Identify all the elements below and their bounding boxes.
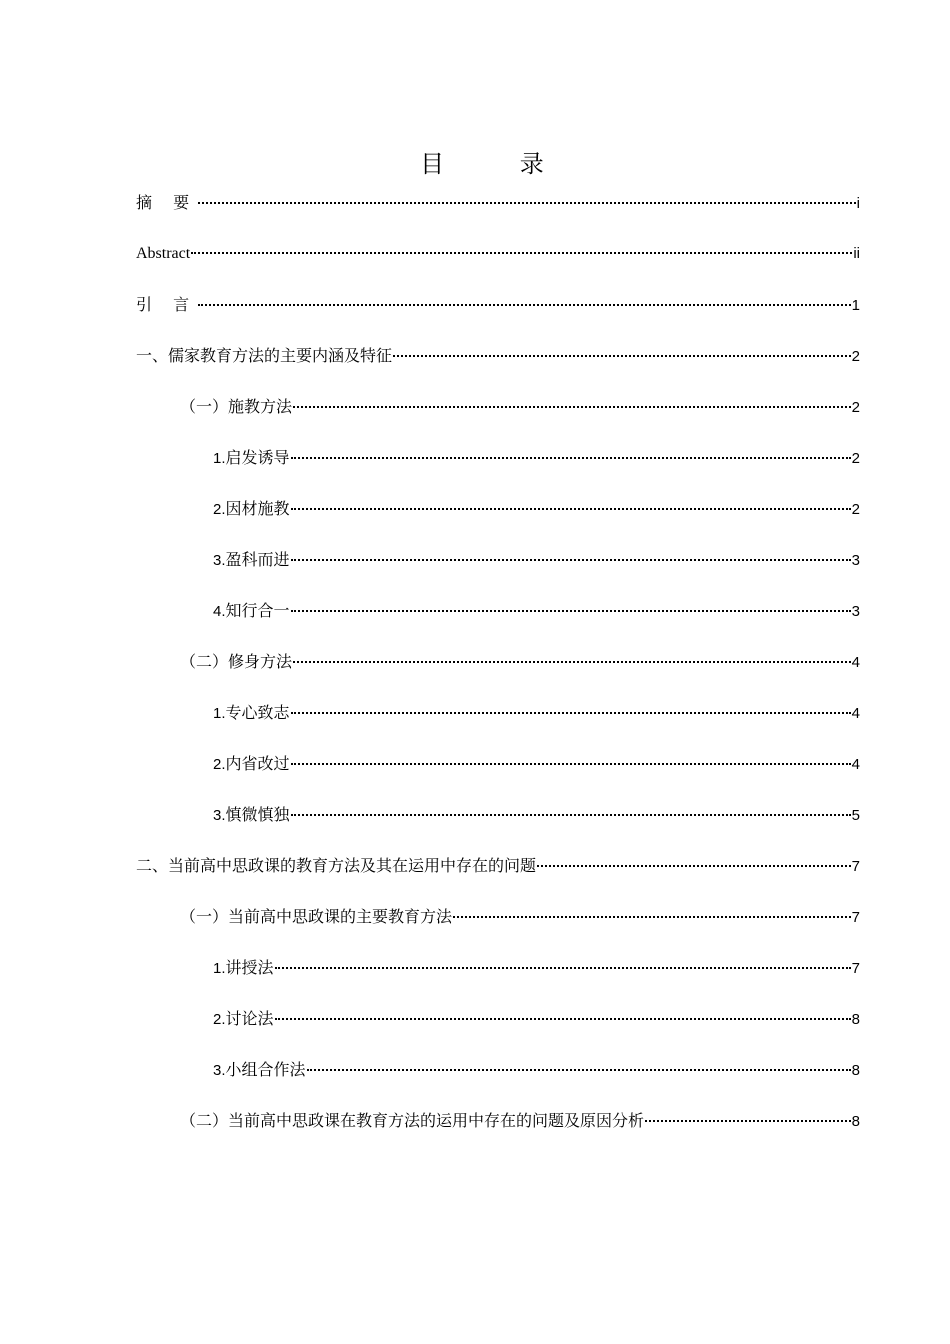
toc-entry-page: 7	[851, 909, 860, 926]
toc-entry-page: 4	[851, 654, 860, 671]
toc-entry-page: 7	[851, 960, 860, 977]
toc-entry-item-1-1-2[interactable]	[136, 492, 860, 543]
toc-entry-label: 摘 要	[136, 193, 198, 212]
toc-entry-page: 7	[851, 858, 860, 875]
toc-entry-number: 2.	[213, 1011, 226, 1028]
dot-leader	[645, 1120, 851, 1122]
toc-entry-label: 慎微慎独	[225, 805, 290, 824]
toc-entry-section-1-2[interactable]	[136, 645, 860, 696]
dot-leader	[291, 763, 851, 765]
toc-entry-page: 8	[851, 1062, 860, 1079]
toc-entry-page: 2	[851, 450, 860, 467]
toc-entry-number: 1.	[213, 705, 226, 722]
toc-entry-item-1-1-3[interactable]	[136, 543, 860, 594]
toc-entry-page: 4	[851, 756, 860, 773]
toc-entry-label: 因材施教	[225, 499, 290, 518]
toc-entry-chapter-1[interactable]	[136, 339, 860, 390]
toc-entry-label: 启发诱导	[225, 448, 290, 467]
dot-leader	[291, 814, 851, 816]
toc-entry-page: 2	[851, 501, 860, 518]
toc-entry-number: 2.	[213, 756, 226, 773]
dot-leader	[291, 508, 851, 510]
toc-entry-introduction[interactable]	[136, 288, 860, 339]
dot-leader	[291, 712, 851, 714]
toc-entry-page: 2	[851, 399, 860, 416]
toc-entry-item-2-1-1[interactable]	[136, 951, 860, 1002]
toc-entry-abstract-en[interactable]	[136, 237, 860, 288]
toc-entry-page: 3	[851, 552, 860, 569]
dot-leader	[291, 610, 851, 612]
dot-leader	[453, 916, 851, 918]
toc-entry-page: 4	[851, 705, 860, 722]
toc-entry-item-1-2-1[interactable]	[136, 696, 860, 747]
dot-leader	[307, 1069, 851, 1071]
toc-entry-item-1-1-4[interactable]	[136, 594, 860, 645]
toc-entry-label: Abstract	[136, 245, 191, 262]
toc-entry-section-2-2[interactable]	[136, 1104, 860, 1155]
toc-entry-label: 二、当前高中思政课的教育方法及其在运用中存在的问题	[136, 856, 537, 875]
toc-entry-number: 1.	[213, 450, 226, 467]
toc-entry-label: 讲授法	[225, 958, 274, 977]
dot-leader	[191, 252, 852, 254]
toc-entry-chapter-2[interactable]	[136, 849, 860, 900]
toc-entry-section-1-1[interactable]	[136, 390, 860, 441]
toc-entry-label: 盈科而进	[225, 550, 290, 569]
dot-leader	[393, 355, 851, 357]
toc-entry-section-2-1[interactable]	[136, 900, 860, 951]
toc-entry-number: 3.	[213, 1062, 226, 1079]
toc-entry-label: （一）施教方法	[180, 397, 293, 416]
toc-entry-label: （二）当前高中思政课在教育方法的运用中存在的问题及原因分析	[180, 1111, 645, 1130]
table-of-contents	[136, 186, 860, 1155]
toc-entry-label: 专心致志	[225, 703, 290, 722]
toc-entry-page: 5	[851, 807, 860, 824]
toc-entry-label: 引 言	[136, 295, 198, 314]
toc-entry-label: （二）修身方法	[180, 652, 293, 671]
toc-entry-page: 8	[851, 1113, 860, 1130]
toc-entry-number: 1.	[213, 960, 226, 977]
toc-entry-abstract-cn[interactable]	[136, 186, 860, 237]
toc-entry-page: 8	[851, 1011, 860, 1028]
toc-entry-label: 一、儒家教育方法的主要内涵及特征	[136, 346, 393, 365]
toc-entry-page: 2	[851, 348, 860, 365]
toc-entry-item-1-1-1[interactable]	[136, 441, 860, 492]
dot-leader	[293, 406, 851, 408]
dot-leader	[275, 1018, 851, 1020]
dot-leader	[198, 202, 856, 204]
dot-leader	[537, 865, 851, 867]
toc-entry-number: 3.	[213, 552, 226, 569]
toc-entry-number: 4.	[213, 603, 226, 620]
toc-entry-label: 小组合作法	[225, 1060, 306, 1079]
toc-entry-item-2-1-3[interactable]	[136, 1053, 860, 1104]
toc-entry-label: 讨论法	[225, 1009, 274, 1028]
toc-entry-label: （一）当前高中思政课的主要教育方法	[180, 907, 453, 926]
dot-leader	[198, 304, 851, 306]
toc-entry-item-1-2-3[interactable]	[136, 798, 860, 849]
toc-entry-page: i	[856, 195, 860, 212]
toc-entry-page: 3	[851, 603, 860, 620]
toc-entry-number: 3.	[213, 807, 226, 824]
dot-leader	[291, 559, 851, 561]
dot-leader	[293, 661, 851, 663]
toc-entry-number: 2.	[213, 501, 226, 518]
toc-entry-item-2-1-2[interactable]	[136, 1002, 860, 1053]
dot-leader	[275, 967, 851, 969]
toc-entry-label: 知行合一	[225, 601, 290, 620]
toc-entry-item-1-2-2[interactable]	[136, 747, 860, 798]
toc-entry-page: ii	[853, 245, 860, 262]
toc-entry-label: 内省改过	[225, 754, 290, 773]
toc-title: 目 录	[420, 150, 578, 178]
toc-entry-page: 1	[851, 297, 860, 314]
dot-leader	[291, 457, 851, 459]
